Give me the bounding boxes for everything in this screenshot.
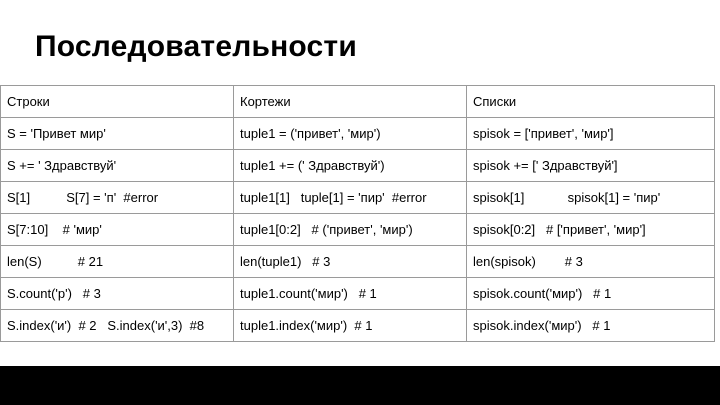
- table-cell: S.index('и') # 2 S.index('и',3) #8: [1, 310, 234, 342]
- table-row: [1, 278, 715, 310]
- table-row: [1, 246, 715, 278]
- table-row: [1, 214, 715, 246]
- table-row: [1, 182, 715, 214]
- slide-title: Последовательности: [35, 30, 357, 63]
- table-header-row: [1, 86, 715, 118]
- table-cell: len(spisok) # 3: [467, 246, 715, 278]
- header-tuples: Кортежи: [234, 86, 467, 118]
- table-cell: tuple1[1] tuple[1] = 'пир' #error: [234, 182, 467, 214]
- table-row: [1, 150, 715, 182]
- table-cell: len(tuple1) # 3: [234, 246, 467, 278]
- table-cell: S[7:10] # 'мир': [1, 214, 234, 246]
- header-strings: Строки: [1, 86, 234, 118]
- table-cell: spisok.index('мир') # 1: [467, 310, 715, 342]
- table-cell: tuple1.index('мир') # 1: [234, 310, 467, 342]
- table-row: [1, 310, 715, 342]
- table-cell: tuple1 = ('привет', 'мир'): [234, 118, 467, 150]
- table-cell: len(S) # 21: [1, 246, 234, 278]
- table-cell: tuple1 += (' Здравствуй'): [234, 150, 467, 182]
- table-cell: S = 'Привет мир': [1, 118, 234, 150]
- table-cell: spisok[1] spisok[1] = 'пир': [467, 182, 715, 214]
- sequences-table: [0, 85, 715, 342]
- bottom-bar: [0, 366, 720, 405]
- table-cell: S += ' Здравствуй': [1, 150, 234, 182]
- header-lists: Списки: [467, 86, 715, 118]
- table-cell: spisok[0:2] # ['привет', 'мир']: [467, 214, 715, 246]
- table-cell: tuple1.count('мир') # 1: [234, 278, 467, 310]
- table-cell: tuple1[0:2] # ('привет', 'мир'): [234, 214, 467, 246]
- table-cell: S[1] S[7] = 'п' #error: [1, 182, 234, 214]
- table-row: [1, 118, 715, 150]
- table-cell: spisok.count('мир') # 1: [467, 278, 715, 310]
- table-cell: spisok += [' Здравствуй']: [467, 150, 715, 182]
- table-cell: S.count('р') # 3: [1, 278, 234, 310]
- table-cell: spisok = ['привет', 'мир']: [467, 118, 715, 150]
